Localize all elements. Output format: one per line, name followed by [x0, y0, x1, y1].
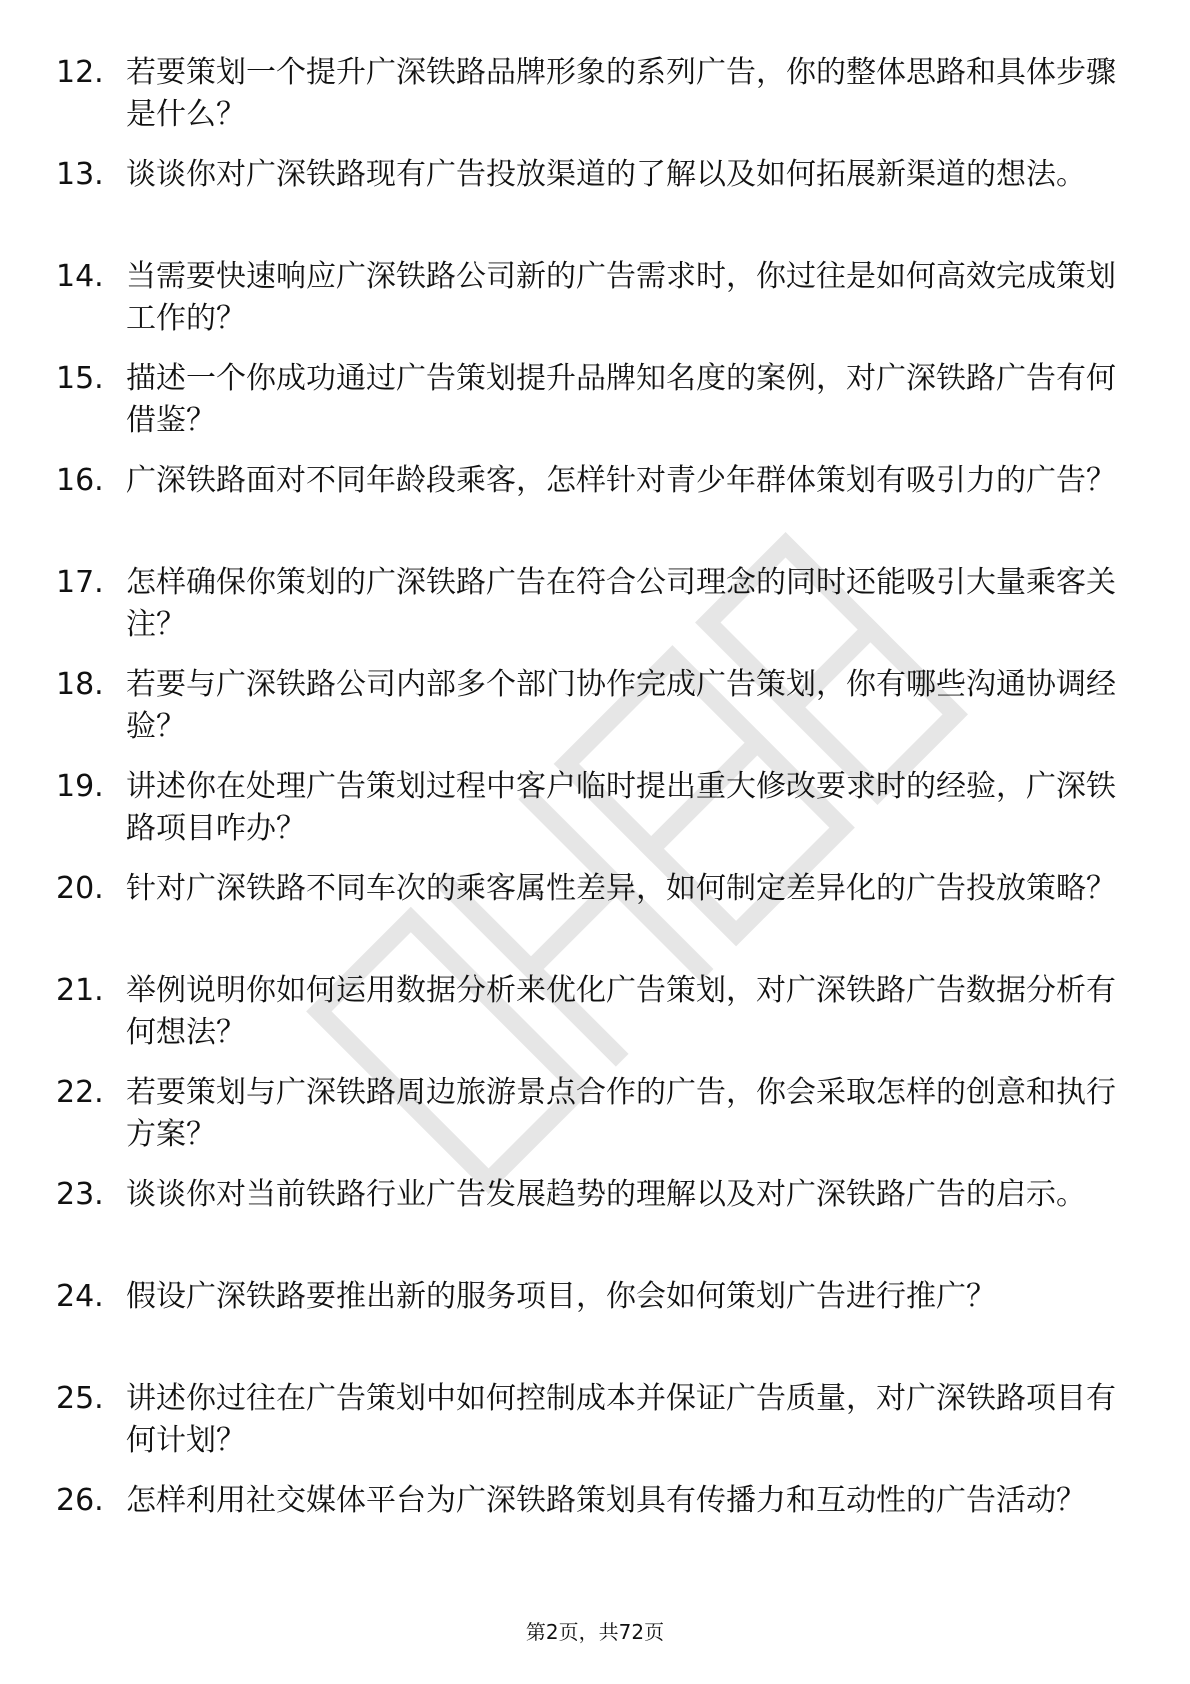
question-item	[56, 1276, 1116, 1378]
question-number: 20.	[56, 871, 104, 906]
question-item	[56, 1072, 1116, 1174]
page-footer	[0, 1618, 1190, 1646]
question-text: 若要策划一个提升广深铁路品牌形象的系列广告，你的整体思路和具体步骤是什么？	[126, 55, 1116, 132]
question-text: 描述一个你成功通过广告策划提升品牌知名度的案例，对广深铁路广告有何借鉴？	[126, 361, 1116, 438]
question-number: 13.	[56, 157, 104, 192]
page-number-label: 第2页，共72页	[525, 1620, 665, 1644]
question-text: 怎样确保你策划的广深铁路广告在符合公司理念的同时还能吸引大量乘客关注？	[126, 565, 1116, 642]
question-text: 讲述你在处理广告策划过程中客户临时提出重大修改要求时的经验，广深铁路项目咋办？	[126, 769, 1116, 846]
question-item	[56, 256, 1116, 358]
question-number: 21.	[56, 973, 104, 1008]
question-list	[56, 52, 1116, 1582]
question-text: 若要策划与广深铁路周边旅游景点合作的广告，你会采取怎样的创意和执行方案？	[126, 1075, 1116, 1152]
question-number: 15.	[56, 361, 104, 396]
question-number: 23.	[56, 1177, 104, 1212]
question-item	[56, 1378, 1116, 1480]
question-text: 针对广深铁路不同车次的乘客属性差异，如何制定差异化的广告投放策略？	[126, 871, 1116, 906]
question-text: 讲述你过往在广告策划中如何控制成本并保证广告质量，对广深铁路项目有何计划？	[126, 1381, 1116, 1458]
question-item	[56, 358, 1116, 460]
question-item	[56, 1480, 1116, 1582]
question-text: 若要与广深铁路公司内部多个部门协作完成广告策划，你有哪些沟通协调经验？	[126, 667, 1116, 744]
question-number: 17.	[56, 565, 104, 600]
question-number: 22.	[56, 1075, 104, 1110]
question-item	[56, 868, 1116, 970]
question-number: 19.	[56, 769, 104, 804]
question-number: 12.	[56, 55, 104, 90]
question-item	[56, 460, 1116, 562]
question-item	[56, 562, 1116, 664]
question-text: 假设广深铁路要推出新的服务项目，你会如何策划广告进行推广？	[126, 1279, 996, 1314]
question-text: 谈谈你对广深铁路现有广告投放渠道的了解以及如何拓展新渠道的想法。	[126, 157, 1086, 192]
question-number: 18.	[56, 667, 104, 702]
question-item	[56, 970, 1116, 1072]
question-number: 14.	[56, 259, 104, 294]
question-text: 举例说明你如何运用数据分析来优化广告策划，对广深铁路广告数据分析有何想法？	[126, 973, 1116, 1050]
question-item	[56, 664, 1116, 766]
question-item	[56, 154, 1116, 256]
question-text: 当需要快速响应广深铁路公司新的广告需求时，你过往是如何高效完成策划工作的？	[126, 259, 1116, 336]
question-item	[56, 52, 1116, 154]
question-text: 广深铁路面对不同年龄段乘客，怎样针对青少年群体策划有吸引力的广告？	[126, 463, 1116, 498]
question-item	[56, 766, 1116, 868]
question-number: 16.	[56, 463, 104, 498]
question-item	[56, 1174, 1116, 1276]
question-text: 谈谈你对当前铁路行业广告发展趋势的理解以及对广深铁路广告的启示。	[126, 1177, 1086, 1212]
question-text: 怎样利用社交媒体平台为广深铁路策划具有传播力和互动性的广告活动？	[126, 1483, 1086, 1518]
question-number: 25.	[56, 1381, 104, 1416]
question-number: 26.	[56, 1483, 104, 1518]
question-number: 24.	[56, 1279, 104, 1314]
